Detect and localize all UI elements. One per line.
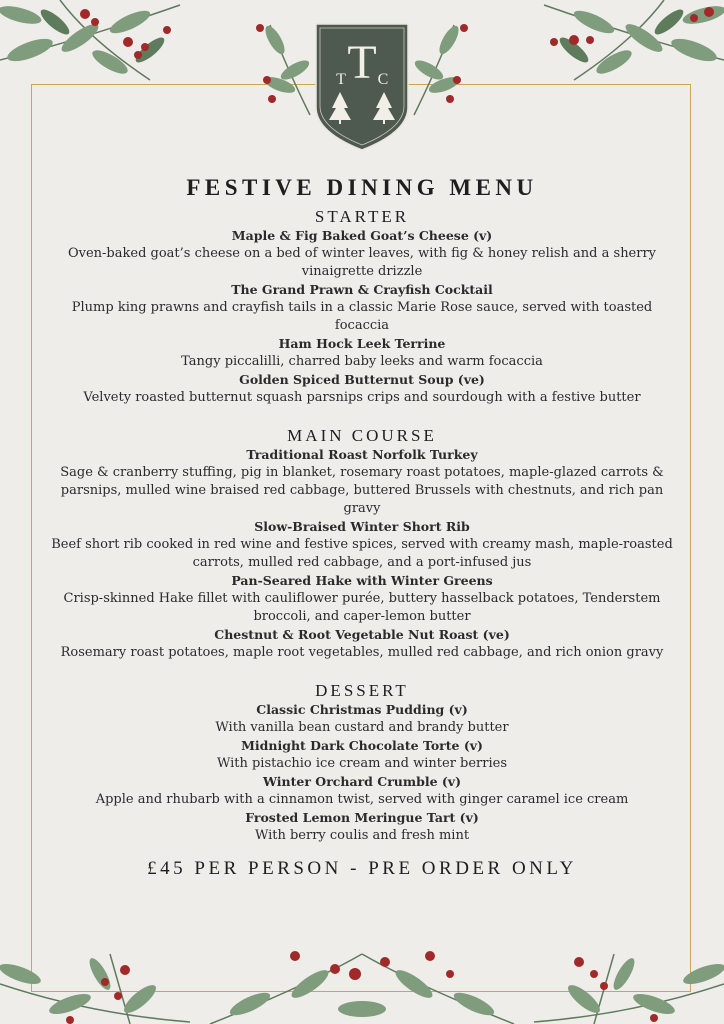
crest-letter-left: T [336,71,346,88]
menu-content [44,174,680,881]
menu-title: FESTIVE DINING MENU [186,175,538,200]
dish-name: Midnight Dark Chocolate Torte (v) [241,738,483,753]
dish-description: Beef short rib cooked in red wine and festive spices, served with creamy mash, maple-roasted carrots, mulled red cabbage, and a port-infused jus [51,537,673,570]
foliage-bottom-left [0,944,200,1024]
dish-name: Golden Spiced Butternut Soup (ve) [239,372,485,387]
foliage-top-left [0,0,230,110]
dish-description: Plump king prawns and crayfish tails in a classic Marie Rose sauce, served with toasted focaccia [71,300,653,333]
dish-name: Slow-Braised Winter Short Rib [254,519,470,534]
dish-description: Sage & cranberry stuffing, pig in blanket, rosemary roast potatoes, maple-glazed carrots & parsnips, mulled wine braised red cabbage, buttered Brussels with chestnuts, and rich pan gravy [60,465,664,516]
dish-name: Pan-Seared Hake with Winter Greens [231,573,493,588]
dish-description: Oven-baked goat’s cheese on a bed of winter leaves, with fig & honey relish and a sherry vinaigrette drizzle [67,246,657,279]
dish-description: Crisp-skinned Hake fillet with cauliflower purée, buttery hasselback potatoes, Tenderstem broccoli, and caper-lemon butter [63,591,661,624]
dish-description: Tangy piccalilli, charred baby leeks and warm focaccia [181,354,543,369]
dish-description: Rosemary roast potatoes, maple root vegetables, mulled red cabbage, and rich onion gravy [60,645,664,660]
dish-name: Traditional Roast Norfolk Turkey [246,447,478,462]
dish-name: Frosted Lemon Meringue Tart (v) [245,810,479,825]
section-heading: MAIN COURSE [287,426,437,445]
section-heading: DESSERT [315,681,409,700]
dish-name: Ham Hock Leek Terrine [278,336,446,351]
crest-logo [314,22,410,152]
section-starter [44,206,680,407]
dish-description: Velvety roasted butternut squash parsnips crips and sourdough with a festive butter [83,390,641,405]
price-line: £45 PER PERSON - PRE ORDER ONLY [147,858,577,879]
dish-description: With pistachio ice cream and winter berries [216,756,508,771]
dish-name: Maple & Fig Baked Goat’s Cheese (v) [231,228,493,243]
dish-name: The Grand Prawn & Crayfish Cocktail [231,282,493,297]
dish-name: Winter Orchard Crumble (v) [262,774,461,789]
crest-letter-main: T [347,36,377,89]
section-heading: STARTER [314,207,410,226]
section-main-course [44,425,680,662]
foliage-bottom-right [524,944,724,1024]
dish-name: Chestnut & Root Vegetable Nut Roast (ve) [214,627,510,642]
crest-letter-right: C [377,71,389,88]
foliage-top-right [494,0,724,110]
dish-description: With vanilla bean custard and brandy butter [215,720,509,735]
dish-description: With berry coulis and fresh mint [254,828,470,843]
section-dessert [44,680,680,845]
dish-name: Classic Christmas Pudding (v) [256,702,468,717]
dish-description: Apple and rhubarb with a cinnamon twist, served with ginger caramel ice cream [95,792,629,807]
foliage-bottom-center [190,944,534,1024]
